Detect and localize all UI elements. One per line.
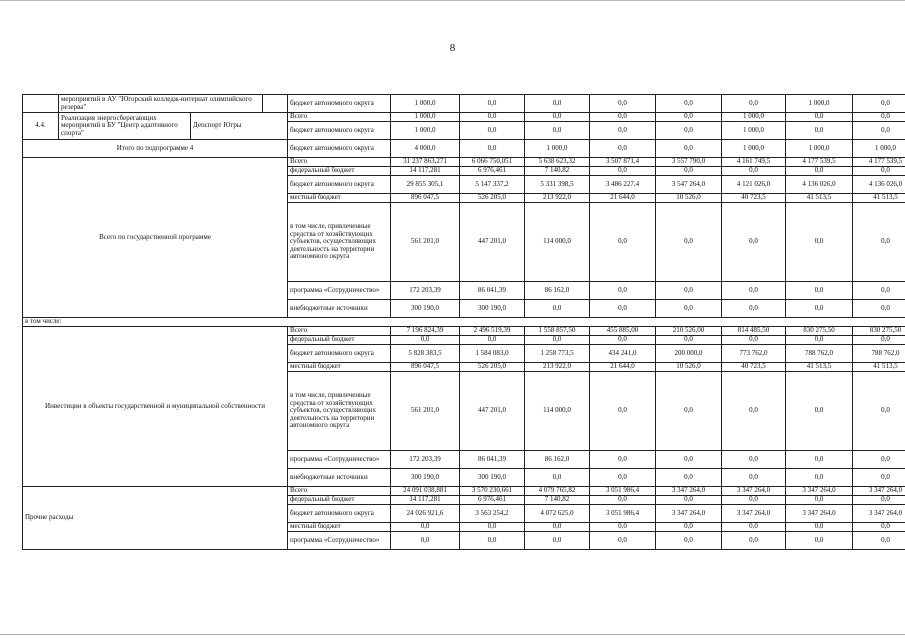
value-cell: 10 526,0 — [656, 363, 722, 372]
value-cell: 300 190,0 — [460, 469, 525, 487]
value-cell: 1 000,0 — [722, 140, 786, 158]
value-cell: 86 162,0 — [525, 282, 590, 300]
value-cell: 0,0 — [786, 372, 853, 451]
value-cell: 526 205,0 — [460, 363, 525, 372]
value-cell: 0,0 — [853, 469, 905, 487]
value-total: 300 190,0 — [391, 300, 460, 318]
value-cell: 0,0 — [722, 95, 786, 113]
funding-source: программа «Сотрудничество» — [288, 532, 391, 550]
value-cell: 0,0 — [786, 203, 853, 282]
value-cell: 0,0 — [786, 451, 853, 469]
value-cell: 3 347 264,0 — [786, 487, 853, 496]
value-cell: 0,0 — [656, 523, 722, 532]
measure-name: Реализация энергосберегающих мероприятий в БУ "Центр адаптивного спорта" — [59, 113, 191, 140]
value-cell: 0,0 — [853, 203, 905, 282]
value-cell: 3 347 264,0 — [853, 487, 905, 496]
value-cell: 6 066 750,051 — [460, 158, 525, 167]
value-cell: 0,0 — [786, 113, 853, 122]
value-total: 300 190,0 — [391, 469, 460, 487]
value-cell: 0,0 — [590, 140, 656, 158]
executor: Депспорт Югры — [191, 113, 288, 140]
value-cell: 447 201,0 — [460, 203, 525, 282]
value-cell: 4 072 625,0 — [525, 505, 590, 523]
value-cell: 4 177 539,5 — [786, 158, 853, 167]
value-cell: 0,0 — [656, 203, 722, 282]
value-cell: 6 976,461 — [460, 167, 525, 176]
value-total: 5 828 383,5 — [391, 345, 460, 363]
value-cell: 3 486 227,4 — [590, 176, 656, 194]
value-cell: 40 723,5 — [722, 363, 786, 372]
value-cell: 0,0 — [853, 372, 905, 451]
value-cell: 1 000,0 — [786, 140, 853, 158]
value-cell: 788 762,0 — [853, 345, 905, 363]
value-cell: 5 331 398,5 — [525, 176, 590, 194]
value-cell: 0,0 — [525, 300, 590, 318]
value-total: 0,0 — [391, 523, 460, 532]
value-cell: 0,0 — [853, 336, 905, 345]
value-cell: 0,0 — [853, 496, 905, 505]
value-cell: 788 762,0 — [786, 345, 853, 363]
value-cell: 40 723,5 — [722, 194, 786, 203]
value-total: 1 000,0 — [391, 95, 460, 113]
value-cell: 0,0 — [656, 451, 722, 469]
value-total: 29 855 305,1 — [391, 176, 460, 194]
value-cell: 0,0 — [786, 469, 853, 487]
value-cell: 3 051 986,4 — [590, 505, 656, 523]
program-total-label: Всего по государственной программе — [23, 158, 288, 318]
value-cell: 7 140,82 — [525, 167, 590, 176]
value-cell: 3 563 254,2 — [460, 505, 525, 523]
value-cell: 0,0 — [590, 336, 656, 345]
funding-source: бюджет автономного округа — [288, 176, 391, 194]
table-row — [23, 113, 905, 122]
value-total: 896 047,5 — [391, 363, 460, 372]
value-cell: 0,0 — [786, 496, 853, 505]
value-cell: 0,0 — [722, 336, 786, 345]
value-cell: 0,0 — [460, 523, 525, 532]
funding-source: бюджет автономного округа — [288, 140, 391, 158]
including-label: в том числе: — [23, 318, 905, 327]
value-cell: 7 140,82 — [525, 496, 590, 505]
funding-source: бюджет автономного округа — [288, 345, 391, 363]
value-cell: 5 638 623,32 — [525, 158, 590, 167]
value-cell: 0,0 — [656, 167, 722, 176]
value-cell: 210 526,00 — [656, 327, 722, 336]
table-row — [23, 140, 905, 158]
funding-source: федеральный бюджет — [288, 496, 391, 505]
funding-source: внебюджетные источники — [288, 300, 391, 318]
value-cell: 86 162,0 — [525, 451, 590, 469]
value-cell: 0,0 — [525, 523, 590, 532]
value-cell: 4 136 026,0 — [786, 176, 853, 194]
value-cell: 1 000,0 — [722, 113, 786, 122]
value-cell: 3 347 264,0 — [722, 505, 786, 523]
value-cell: 1 000,0 — [722, 122, 786, 140]
value-cell: 0,0 — [525, 95, 590, 113]
value-cell: 0,0 — [853, 532, 905, 550]
value-cell: 773 762,0 — [722, 345, 786, 363]
value-cell: 1 558 857,50 — [525, 327, 590, 336]
value-cell: 0,0 — [590, 532, 656, 550]
value-cell: 0,0 — [722, 203, 786, 282]
value-cell: 0,0 — [590, 122, 656, 140]
value-total: 31 237 863,271 — [391, 158, 460, 167]
funding-source: программа «Сотрудничество» — [288, 282, 391, 300]
value-total: 561 201,0 — [391, 203, 460, 282]
value-cell: 0,0 — [786, 523, 853, 532]
value-cell: 4 177 539,5 — [853, 158, 905, 167]
value-cell: 0,0 — [590, 113, 656, 122]
funding-source: бюджет автономного округа — [288, 122, 391, 140]
value-cell: 526 205,0 — [460, 194, 525, 203]
value-cell: 3 547 264,0 — [656, 176, 722, 194]
investments-label: Инвестиции в объекты государственной и муниципальной собственности — [23, 327, 288, 487]
value-cell: 0,0 — [460, 140, 525, 158]
value-cell: 1 000,0 — [786, 95, 853, 113]
value-cell: 3 051 986,4 — [590, 487, 656, 496]
value-cell: 0,0 — [786, 122, 853, 140]
table-row — [23, 487, 905, 496]
value-cell: 0,0 — [722, 532, 786, 550]
value-cell: 10 526,0 — [656, 194, 722, 203]
value-cell: 1 258 773,5 — [525, 345, 590, 363]
value-cell: 0,0 — [853, 523, 905, 532]
value-cell: 0,0 — [853, 113, 905, 122]
value-cell: 0,0 — [656, 95, 722, 113]
value-total: 172 203,39 — [391, 282, 460, 300]
value-cell: 0,0 — [656, 532, 722, 550]
value-cell: 0,0 — [722, 451, 786, 469]
value-cell: 0,0 — [525, 336, 590, 345]
value-cell: 0,0 — [590, 496, 656, 505]
value-total: 896 047,5 — [391, 194, 460, 203]
value-cell: 0,0 — [590, 523, 656, 532]
value-cell: 0,0 — [853, 167, 905, 176]
value-total: 172 203,39 — [391, 451, 460, 469]
value-cell: 0,0 — [656, 282, 722, 300]
value-cell: 0,0 — [786, 300, 853, 318]
value-total: 14 117,281 — [391, 167, 460, 176]
value-cell: 3 347 264,0 — [853, 505, 905, 523]
value-cell: 0,0 — [656, 372, 722, 451]
value-cell: 0,0 — [722, 372, 786, 451]
value-cell: 3 557 790,0 — [656, 158, 722, 167]
value-cell: 114 000,0 — [525, 372, 590, 451]
value-total: 14 117,281 — [391, 496, 460, 505]
value-total: 1 000,0 — [391, 122, 460, 140]
value-cell: 4 136 026,0 — [853, 176, 905, 194]
funding-source: Всего — [288, 487, 391, 496]
value-total: 7 196 824,39 — [391, 327, 460, 336]
funding-source: федеральный бюджет — [288, 336, 391, 345]
value-cell: 41 513,5 — [786, 194, 853, 203]
value-cell: 0,0 — [656, 336, 722, 345]
funding-source: программа «Сотрудничество» — [288, 451, 391, 469]
table-row — [23, 158, 905, 167]
value-cell: 213 922,0 — [525, 194, 590, 203]
value-cell: 3 347 264,0 — [786, 505, 853, 523]
budget-table — [22, 94, 905, 550]
value-cell: 814 485,50 — [722, 327, 786, 336]
value-total: 1 000,0 — [391, 113, 460, 122]
value-total: 4 000,0 — [391, 140, 460, 158]
value-cell: 0,0 — [656, 300, 722, 318]
funding-source: Всего — [288, 113, 391, 122]
value-cell: 5 147 337,2 — [460, 176, 525, 194]
value-cell: 0,0 — [525, 532, 590, 550]
page-number: 8 — [449, 42, 456, 54]
measure-number: 4.4. — [23, 113, 59, 140]
value-cell: 4 079 765,82 — [525, 487, 590, 496]
value-cell: 114 000,0 — [525, 203, 590, 282]
value-cell: 200 000,0 — [656, 345, 722, 363]
funding-source: в том числе, привлеченные средства от хозяйствующих субъектов, осуществляющих деятельность на территории автономного округа — [288, 203, 391, 282]
value-cell: 21 644,0 — [590, 194, 656, 203]
value-cell: 0,0 — [722, 496, 786, 505]
value-cell: 830 275,50 — [786, 327, 853, 336]
value-cell: 0,0 — [656, 122, 722, 140]
value-cell: 0,0 — [525, 469, 590, 487]
value-cell: 0,0 — [590, 282, 656, 300]
value-cell: 300 190,0 — [460, 300, 525, 318]
value-cell: 213 922,0 — [525, 363, 590, 372]
funding-source: федеральный бюджет — [288, 167, 391, 176]
value-cell: 0,0 — [656, 140, 722, 158]
value-cell: 0,0 — [786, 532, 853, 550]
value-cell: 0,0 — [590, 167, 656, 176]
subprogram-total-label: Итого по подпрограмме 4 — [23, 140, 288, 158]
value-cell: 0,0 — [590, 300, 656, 318]
value-cell: 3 570 230,661 — [460, 487, 525, 496]
value-cell: 6 976,461 — [460, 496, 525, 505]
value-cell: 3 347 264,0 — [722, 487, 786, 496]
value-cell: 434 241,0 — [590, 345, 656, 363]
value-cell: 41 513,5 — [853, 194, 905, 203]
value-cell: 0,0 — [656, 496, 722, 505]
funding-source: местный бюджет — [288, 363, 391, 372]
value-cell: 0,0 — [853, 282, 905, 300]
value-cell: 0,0 — [525, 113, 590, 122]
funding-source: бюджет автономного округа — [288, 505, 391, 523]
value-cell: 0,0 — [590, 372, 656, 451]
value-cell: 2 496 519,39 — [460, 327, 525, 336]
value-cell: 86 041,39 — [460, 451, 525, 469]
scan-edge-bottom — [0, 634, 905, 635]
value-cell: 3 507 871,4 — [590, 158, 656, 167]
value-cell: 0,0 — [460, 113, 525, 122]
funding-source: Всего — [288, 327, 391, 336]
value-cell: 0,0 — [722, 282, 786, 300]
table-row — [23, 95, 905, 113]
value-cell: 41 513,5 — [786, 363, 853, 372]
other-expenses-label: Прочие расходы — [23, 487, 288, 550]
funding-source: Всего — [288, 158, 391, 167]
value-cell: 86 041,39 — [460, 282, 525, 300]
scan-edge-top — [0, 0, 905, 1]
funding-source: местный бюджет — [288, 194, 391, 203]
value-cell: 4 121 026,0 — [722, 176, 786, 194]
value-total: 0,0 — [391, 532, 460, 550]
value-cell: 0,0 — [590, 451, 656, 469]
value-cell: 3 347 264,0 — [656, 487, 722, 496]
funding-source: бюджет автономного округа — [288, 95, 391, 113]
value-cell: 0,0 — [460, 95, 525, 113]
measure-name: мероприятий в АУ "Югорский колледж-интернат олимпийского резерва" — [59, 95, 263, 113]
value-cell: 1 000,0 — [853, 140, 905, 158]
value-cell: 0,0 — [786, 336, 853, 345]
table-row — [23, 318, 905, 327]
value-cell: 0,0 — [722, 469, 786, 487]
value-total: 561 201,0 — [391, 372, 460, 451]
value-cell: 21 644,0 — [590, 363, 656, 372]
value-cell: 0,0 — [786, 167, 853, 176]
value-cell: 0,0 — [460, 122, 525, 140]
value-cell: 4 161 749,5 — [722, 158, 786, 167]
value-total: 0,0 — [391, 336, 460, 345]
value-cell: 1 584 083,0 — [460, 345, 525, 363]
value-cell: 0,0 — [656, 469, 722, 487]
value-cell: 0,0 — [722, 523, 786, 532]
value-cell: 0,0 — [853, 95, 905, 113]
value-cell: 830 275,50 — [853, 327, 905, 336]
value-cell: 0,0 — [722, 167, 786, 176]
value-cell: 0,0 — [460, 532, 525, 550]
value-cell: 0,0 — [853, 122, 905, 140]
table-row — [23, 327, 905, 336]
funding-source: в том числе, привлеченные средства от хозяйствующих субъектов, осуществляющих деятельность на территории автономного округа — [288, 372, 391, 451]
funding-source: местный бюджет — [288, 523, 391, 532]
value-cell: 0,0 — [722, 300, 786, 318]
value-cell: 447 201,0 — [460, 372, 525, 451]
value-cell: 3 347 264,0 — [656, 505, 722, 523]
value-cell: 0,0 — [656, 113, 722, 122]
value-cell: 0,0 — [525, 122, 590, 140]
value-cell: 0,0 — [786, 282, 853, 300]
value-total: 24 091 038,881 — [391, 487, 460, 496]
value-cell: 41 513,5 — [853, 363, 905, 372]
value-total: 24 026 921,6 — [391, 505, 460, 523]
value-cell: 0,0 — [460, 336, 525, 345]
value-cell: 1 000,0 — [525, 140, 590, 158]
value-cell: 0,0 — [853, 451, 905, 469]
value-cell: 0,0 — [590, 469, 656, 487]
funding-source: внебюджетные источники — [288, 469, 391, 487]
value-cell: 0,0 — [590, 203, 656, 282]
value-cell: 0,0 — [853, 300, 905, 318]
value-cell: 455 885,00 — [590, 327, 656, 336]
value-cell: 0,0 — [590, 95, 656, 113]
